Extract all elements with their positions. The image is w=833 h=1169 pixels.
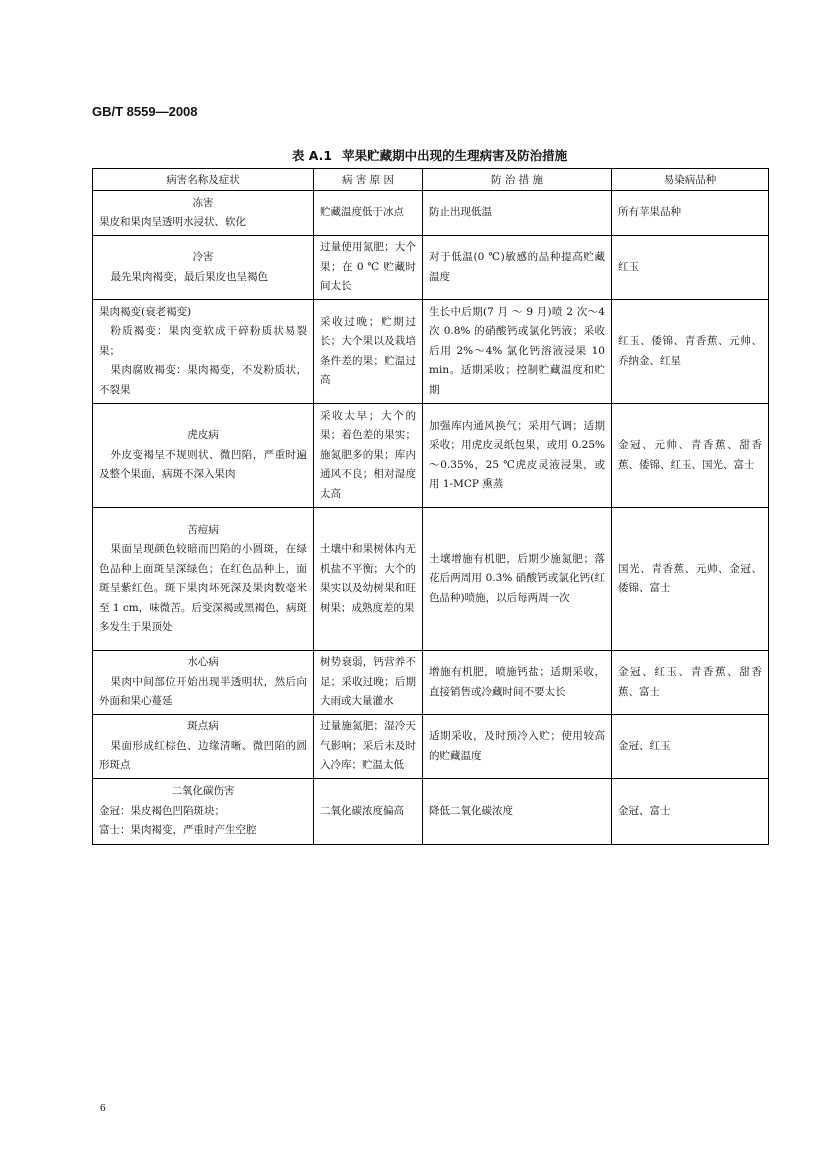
cause-cell: 采收太早；大个的果；着色差的果实；施氮肥多的果；库内通风不良；相对湿度太高 [314, 404, 423, 508]
table-row [93, 300, 769, 404]
column-header-varieties: 易染病品种 [612, 169, 769, 191]
table-caption-title: 苹果贮藏期中出现的生理病害及防治措施 [342, 148, 568, 163]
table-row [93, 508, 769, 651]
disease-cell [93, 779, 314, 845]
disease-cell [93, 508, 314, 651]
measure-cell: 适期采收，及时预冷入贮；使用较高的贮藏温度 [423, 715, 612, 779]
column-header-measure: 防 治 措 施 [423, 169, 612, 191]
table-row [93, 191, 769, 236]
disease-name: 斑点病 [187, 720, 219, 733]
disease-table [92, 168, 769, 845]
disease-symptom: 果肉中间部位开始出现半透明状，然后向外面和果心蔓延 [99, 675, 307, 708]
varieties-cell: 金冠、红玉、青香蕉、甜香蕉、富士 [612, 651, 769, 715]
disease-name: 冻害 [192, 196, 214, 209]
measure-cell: 加强库内通风换气；采用气调；适期采收；用虎皮灵纸包果，或用 0.25%～0.35%，25 ℃虎皮灵液浸果，或用 1-MCP 熏蒸 [423, 404, 612, 508]
disease-symptom: 最先果肉褐变，最后果皮也呈褐色 [110, 270, 269, 283]
cause-cell: 采收过晚；贮期过长；大个果以及栽培条件差的果；贮温过高 [314, 300, 423, 404]
cause-cell: 二氧化碳浓度偏高 [314, 779, 423, 845]
disease-name: 冷害 [192, 251, 214, 263]
table-row [93, 236, 769, 300]
disease-symptom: 富士：果肉褐变，严重时产生空腔 [99, 824, 257, 837]
disease-symptom: 果皮和果肉呈透明水浸状、软化 [99, 216, 246, 228]
measure-cell: 降低二氧化碳浓度 [423, 779, 612, 845]
measure-cell: 对于低温(0 ℃)敏感的品种提高贮藏温度 [423, 236, 612, 300]
measure-cell: 生长中后期(7 月 ～ 9 月)喷 2 次～4 次 0.8% 的硝酸钙或氯化钙液；采收后用 2%～4% 氯化钙溶液浸果 10 min。适期采收；控制贮藏温度和贮期 [423, 300, 612, 404]
varieties-cell: 红玉 [612, 236, 769, 300]
table-row [93, 779, 769, 845]
cause-cell: 过量施氮肥；湿冷天气影响；采后未及时入冷库；贮温太低 [314, 715, 423, 779]
disease-symptom: 果肉腐败褐变：果肉褐变，不发粉质状，不裂果 [99, 364, 307, 396]
disease-name: 苦痘病 [187, 523, 219, 536]
cause-cell: 土壤中和果树体内无机盐不平衡；大个的果实以及幼树果和旺树果；成熟度差的果 [314, 508, 423, 651]
disease-name: 虎皮病 [187, 429, 219, 442]
disease-cell [93, 715, 314, 779]
measure-cell: 土壤增施有机肥，后期少施氮肥；落花后两周用 0.3% 硝酸钙或氯化钙(红色品种)喷施，以后每两周一次 [423, 508, 612, 651]
measure-cell: 防止出现低温 [423, 191, 612, 236]
varieties-cell: 金冠、红玉 [612, 715, 769, 779]
table-caption [92, 146, 767, 164]
cause-cell: 贮藏温度低于冰点 [314, 191, 423, 236]
disease-cell [93, 300, 314, 404]
disease-cell [93, 651, 314, 715]
disease-symptom: 金冠：果皮褐色凹陷斑块； [99, 804, 225, 817]
table-row [93, 404, 769, 508]
table-caption-number: 表 A.1 [291, 148, 333, 163]
document-code: GB/T 8559—2008 [92, 104, 198, 119]
varieties-cell: 金冠、富士 [612, 779, 769, 845]
disease-cell [93, 236, 314, 300]
varieties-cell: 红玉、倭锦、青香蕉、元帅、乔纳金、红星 [612, 300, 769, 404]
cause-cell: 过量使用氮肥；大个果；在 0 ℃ 贮藏时间太长 [314, 236, 423, 300]
disease-symptom: 果面呈现颜色较暗而凹陷的小圆斑，在绿色品种上面斑呈深绿色；在红色品种上，面斑呈紫红色。斑下果肉坏死深及果肉数毫米至 1 cm，味微苦。后变深褐或黑褐色，病斑多发生于果顶处 [99, 543, 307, 633]
varieties-cell: 国光、青香蕉、元帅、金冠、倭锦、富士 [612, 508, 769, 651]
cause-cell: 树势衰弱，钙营养不足；采收过晚；后期大雨或大量灌水 [314, 651, 423, 715]
column-header-cause: 病 害 原 因 [314, 169, 423, 191]
table-row [93, 715, 769, 779]
measure-cell: 增施有机肥，喷施钙盐；适期采收，直接销售或冷藏时间不要太长 [423, 651, 612, 715]
page-number: 6 [100, 1102, 106, 1114]
disease-name: 水心病 [187, 656, 219, 669]
varieties-cell: 所有苹果品种 [612, 191, 769, 236]
disease-symptom: 果面形成红棕色、边缘清晰、微凹陷的圆形斑点 [99, 739, 307, 772]
disease-cell [93, 404, 314, 508]
column-header-disease: 病害名称及症状 [93, 169, 314, 191]
table-row [93, 651, 769, 715]
disease-symptom: 外皮变褐呈不规则状、微凹陷，严重时遍及整个果面，病斑不深入果肉 [99, 448, 307, 481]
table-header-row [93, 169, 769, 191]
disease-symptom: 粉质褐变：果肉变软成干碎粉质状易裂果； [99, 325, 307, 357]
varieties-cell: 金冠、元帅、青香蕉、甜香蕉、倭锦、红玉、国光、富士 [612, 404, 769, 508]
disease-name: 果肉褐变(衰老褐变) [99, 305, 192, 318]
disease-name: 二氧化碳伤害 [171, 785, 235, 798]
disease-cell [93, 191, 314, 236]
